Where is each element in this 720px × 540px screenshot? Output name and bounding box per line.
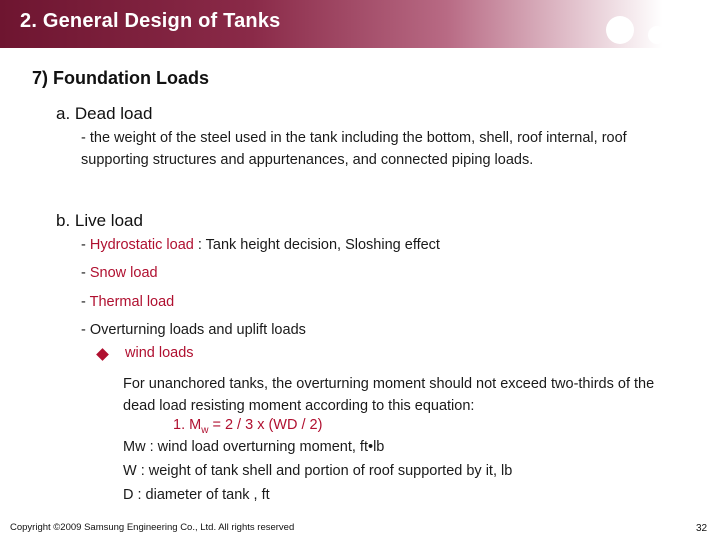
dead-load-text: - the weight of the steel used in the tank including the bottom, shell, roof internal, roof supporting structures and appurtenances, and connected piping loads. [81,130,627,168]
slide-title: 2. General Design of Tanks [20,10,281,32]
thermal-load-label: Thermal load [89,294,175,310]
item-prefix: - [81,237,90,253]
equation-rest: = 2 / 3 x (WD / 2) [208,417,323,433]
diamond-bullet-icon [96,348,109,361]
equation-subscript: w [201,424,209,436]
footer-copyright: Copyright ©2009 Samsung Engineering Co., Ltd. All rights reserved [10,522,295,533]
wind-loads-text: For unanchored tanks, the overturning moment should not exceed two-thirds of the dead load resisting moment according to this equation: [123,376,655,414]
definition-w: W : weight of tank shell and portion of roof supported by it, lb [123,463,513,479]
equation-prefix: 1. M [173,417,202,433]
hydrostatic-load-item [81,237,440,253]
dead-load-heading: a. Dead load [56,104,153,123]
thermal-load-item [81,294,174,310]
hydrostatic-load-label: Hydrostatic load [89,237,194,253]
live-load-heading: b. Live load [56,211,143,230]
item-prefix: - [81,294,90,310]
item-prefix: - [81,265,90,281]
snow-load-label: Snow load [89,265,158,281]
definition-d: D : diameter of tank , ft [123,487,270,503]
wind-loads-label: wind loads [125,345,194,361]
hydrostatic-load-desc: : Tank height decision, Sloshing effect [193,237,440,253]
overturning-load-item: - Overturning loads and uplift loads [81,322,306,338]
snow-load-item [81,265,158,281]
decor-dot-medium [648,26,666,44]
decor-dot-small [669,32,682,45]
definition-mw: Mw : wind load overturning moment, ft•lb [123,439,385,455]
decor-dot-large [606,16,634,44]
section-title: 7) Foundation Loads [32,68,209,88]
overturning-equation [173,417,322,436]
page-number: 32 [696,523,708,534]
slide-header [0,0,720,48]
